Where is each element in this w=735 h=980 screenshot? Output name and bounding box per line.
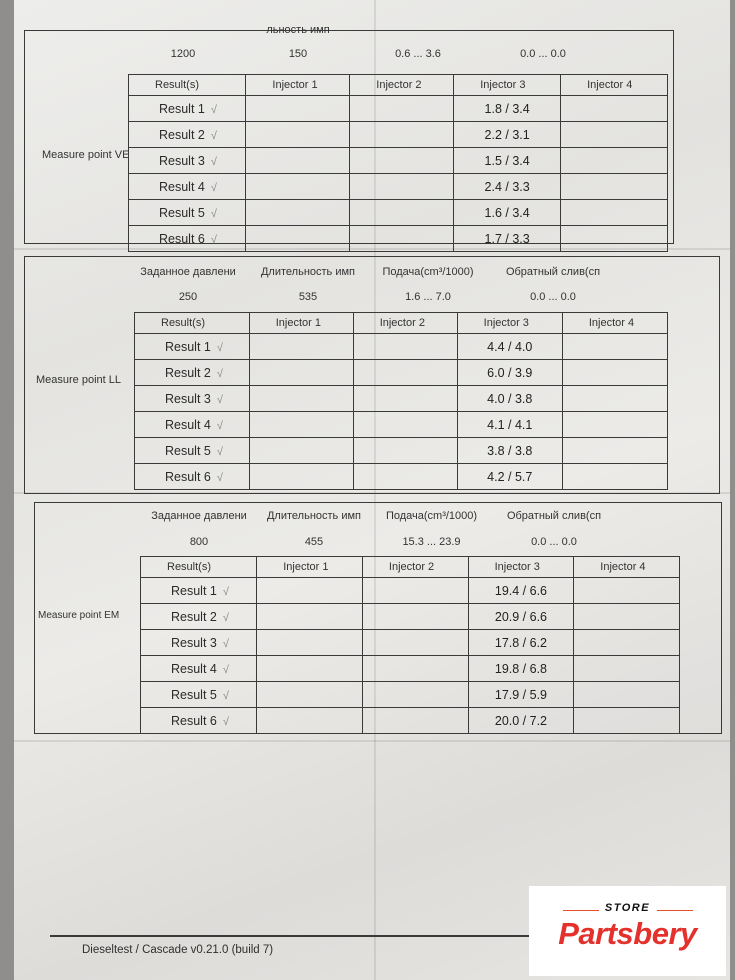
table-row [141,578,680,604]
param-header: Длительность имп [266,510,361,522]
result-label-cell [129,148,246,174]
result-label: Result 3 [159,153,205,168]
injector-2-value [353,334,457,360]
injector-1-value [246,148,350,174]
injector-4-value [574,630,680,656]
check-mark-icon: √ [216,445,223,458]
check-mark-icon: √ [222,611,229,624]
injector-2-value [362,682,468,708]
table-row [135,334,668,360]
col-header: Injector 2 [350,75,454,96]
result-label-cell [141,708,257,734]
injector-1-value [249,360,353,386]
result-label: Result 6 [171,713,217,728]
result-label: Result 6 [159,231,205,246]
injector-3-value: 19.4 / 6.6 [468,578,574,604]
param-value: 800 [189,536,209,548]
measure-point-label: Measure point EM [38,610,120,621]
result-label-cell [129,122,246,148]
injector-1-value [246,226,350,252]
result-label-cell [141,630,257,656]
footer-rule [50,935,560,937]
brand-name-text: Partsbery [558,916,697,951]
injector-1-value [249,412,353,438]
result-label-cell [135,464,250,490]
params-values-row [128,291,618,303]
result-label-cell [135,438,250,464]
injector-2-value [350,226,454,252]
check-mark-icon: √ [216,367,223,380]
injector-1-value [257,604,363,630]
injector-1-value [246,122,350,148]
params-values-row [128,48,668,60]
paper-crease [14,740,730,742]
injector-4-value [562,438,667,464]
injector-4-value [561,148,668,174]
result-label: Result 5 [159,205,205,220]
injector-4-value [574,656,680,682]
injector-2-value [350,174,454,200]
injector-2-value [362,656,468,682]
result-label: Result 1 [165,339,211,354]
injector-2-value [353,464,457,490]
table-row [129,174,668,200]
param-value: 535 [298,291,318,303]
result-label-cell [141,604,257,630]
footer-version-text: Dieseltest / Cascade v0.21.0 (build 7) [82,944,274,956]
result-label-cell [135,412,250,438]
col-header: Injector 4 [562,313,667,334]
check-mark-icon: √ [222,637,229,650]
injector-2-value [350,148,454,174]
param-value: 0.0 ... 0.0 [531,536,577,548]
injector-1-value [246,200,350,226]
param-header: Подача(cm³/1000) [385,510,478,522]
injector-4-value [562,360,667,386]
injector-1-value [257,630,363,656]
check-mark-icon: √ [210,207,217,220]
injector-4-value [574,708,680,734]
result-label: Result 6 [165,469,211,484]
table-row [141,656,680,682]
injector-4-value [574,578,680,604]
result-label: Result 4 [165,417,211,432]
param-header: Подача(cm³/1000) [382,266,474,278]
col-header: Injector 3 [454,75,561,96]
check-mark-icon: √ [210,103,217,116]
table-row [141,682,680,708]
col-header: Injector 3 [468,557,574,578]
result-label: Result 2 [165,365,211,380]
check-mark-icon: √ [222,715,229,728]
injector-1-value [257,682,363,708]
table-row [135,464,668,490]
injector-3-value: 1.6 / 3.4 [454,200,561,226]
params-header-row [128,266,618,278]
injector-4-value [561,122,668,148]
injector-3-value: 1.5 / 3.4 [454,148,561,174]
injector-3-value: 1.8 / 3.4 [454,96,561,122]
result-label: Result 1 [159,101,205,116]
injector-2-value [353,412,457,438]
injector-3-value: 17.8 / 6.2 [468,630,574,656]
check-mark-icon: √ [210,129,217,142]
injector-2-value [350,96,454,122]
table-row [141,630,680,656]
params-values-row [144,536,624,548]
result-label-cell [141,682,257,708]
result-label-cell [129,226,246,252]
check-mark-icon: √ [210,181,217,194]
injector-3-value: 4.0 / 3.8 [457,386,562,412]
injector-1-value [249,438,353,464]
injector-4-value [562,412,667,438]
result-label: Result 5 [171,687,217,702]
results-header-row [141,557,680,578]
result-label-cell [135,386,250,412]
col-header: Result(s) [129,75,246,96]
param-value: 150 [288,48,308,60]
injector-4-value [561,226,668,252]
result-label: Result 3 [165,391,211,406]
result-label: Result 5 [165,443,211,458]
injector-3-value: 2.4 / 3.3 [454,174,561,200]
result-label-cell [129,174,246,200]
results-header-row [129,75,668,96]
injector-2-value [353,386,457,412]
param-header [358,24,478,36]
table-row [129,122,668,148]
params-header-row [128,24,668,36]
result-label: Result 4 [171,661,217,676]
injector-2-value [350,122,454,148]
injector-1-value [246,174,350,200]
injector-1-value [257,708,363,734]
injector-3-value: 19.8 / 6.8 [468,656,574,682]
injector-3-value: 4.1 / 4.1 [457,412,562,438]
injector-1-value [249,334,353,360]
result-label-cell [135,360,250,386]
table-row [135,438,668,464]
result-label-cell [129,200,246,226]
injector-2-value [353,360,457,386]
injector-3-value: 1.7 / 3.3 [454,226,561,252]
injector-2-value [362,578,468,604]
param-header: Заданное давлени [140,266,236,278]
param-header: Обратный слив(cп [505,266,601,278]
injector-2-value [362,708,468,734]
injector-1-value [257,578,363,604]
injector-1-value [257,656,363,682]
check-mark-icon: √ [216,393,223,406]
injector-3-value: 17.9 / 5.9 [468,682,574,708]
param-header: Длительность имп [260,266,355,278]
param-value: 1200 [170,48,196,60]
injector-3-value: 20.0 / 7.2 [468,708,574,734]
injector-2-value [353,438,457,464]
result-label-cell [135,334,250,360]
injector-2-value [362,604,468,630]
result-label: Result 4 [159,179,205,194]
param-value: 0.0 ... 0.0 [520,48,566,60]
table-row [129,200,668,226]
injector-1-value [249,386,353,412]
check-mark-icon: √ [222,663,229,676]
injector-1-value [249,464,353,490]
injector-3-value: 4.4 / 4.0 [457,334,562,360]
param-header: льность имп [266,24,330,36]
table-row [129,226,668,252]
table-row [141,708,680,734]
table-row [129,96,668,122]
injector-4-value [574,682,680,708]
table-row [141,604,680,630]
injector-1-value [246,96,350,122]
result-label: Result 2 [171,609,217,624]
col-header: Injector 4 [574,557,680,578]
injector-4-value [561,96,668,122]
result-label-cell [129,96,246,122]
param-header: Обратный слив(cп [506,510,602,522]
param-header [478,24,608,36]
injector-3-value: 6.0 / 3.9 [457,360,562,386]
param-value: 0.0 ... 0.0 [530,291,576,303]
table-row [129,148,668,174]
check-mark-icon: √ [210,233,217,246]
results-table [140,556,680,734]
results-table [128,74,668,252]
table-row [135,360,668,386]
check-mark-icon: √ [216,419,223,432]
param-header: Заданное давлени [151,510,247,522]
col-header: Result(s) [135,313,250,334]
injector-4-value [574,604,680,630]
result-label-cell [141,656,257,682]
check-mark-icon: √ [222,689,229,702]
check-mark-icon: √ [210,155,217,168]
measure-point-label: Measure point LL [36,374,121,386]
injector-2-value [362,630,468,656]
brand-store-text: STORE [604,902,651,914]
col-header: Injector 2 [362,557,468,578]
check-mark-icon: √ [216,471,223,484]
col-header: Injector 2 [353,313,457,334]
injector-4-value [562,386,667,412]
results-table [134,312,668,490]
param-value: 250 [178,291,198,303]
col-header: Injector 4 [561,75,668,96]
param-value: 1.6 ... 7.0 [405,291,451,303]
col-header: Injector 1 [257,557,363,578]
injector-3-value: 4.2 / 5.7 [457,464,562,490]
injector-4-value [562,334,667,360]
params-header-row [144,510,624,522]
result-label: Result 1 [171,583,217,598]
param-value: 0.6 ... 3.6 [395,48,441,60]
col-header: Result(s) [141,557,257,578]
check-mark-icon: √ [216,341,223,354]
col-header: Injector 1 [246,75,350,96]
results-header-row [135,313,668,334]
param-header [128,24,238,36]
injector-3-value: 2.2 / 3.1 [454,122,561,148]
measure-point-label: Measure point VE [42,149,130,161]
table-row [135,412,668,438]
result-label-cell [141,578,257,604]
result-label: Result 3 [171,635,217,650]
col-header: Injector 3 [457,313,562,334]
check-mark-icon: √ [222,585,229,598]
result-label: Result 2 [159,127,205,142]
injector-4-value [562,464,667,490]
param-value: 455 [304,536,324,548]
partsbery-watermark [529,886,726,976]
injector-3-value: 3.8 / 3.8 [457,438,562,464]
col-header: Injector 1 [249,313,353,334]
param-value: 15.3 ... 23.9 [402,536,461,548]
injector-3-value: 20.9 / 6.6 [468,604,574,630]
table-row [135,386,668,412]
injector-4-value [561,200,668,226]
injector-4-value [561,174,668,200]
injector-2-value [350,200,454,226]
